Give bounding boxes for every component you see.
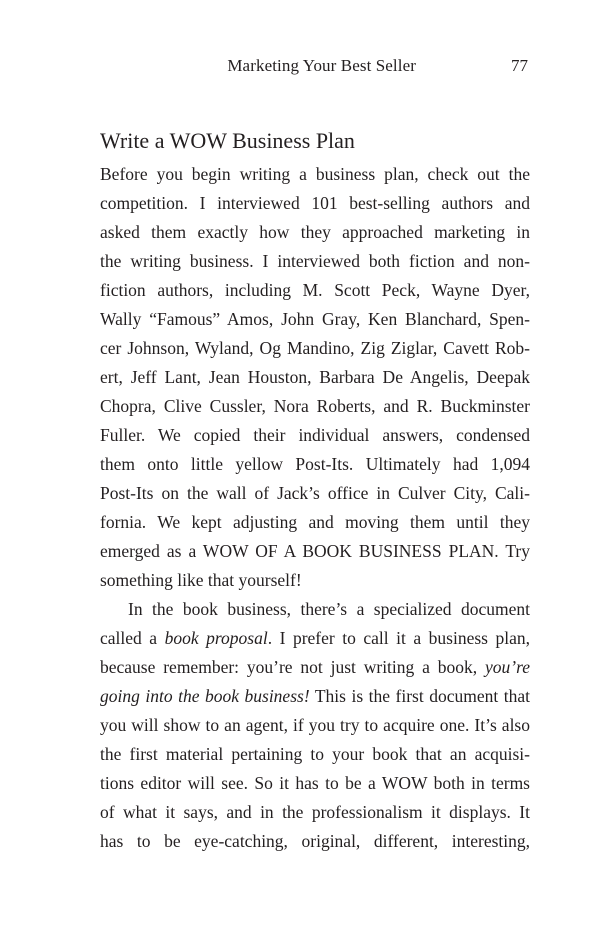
- section-heading: Write a WOW Business Plan: [100, 128, 355, 153]
- italic-emphasis: going into the book business!: [100, 686, 310, 706]
- text-line: fiction authors, including M. Scott Peck, Wayne Dyer,: [100, 280, 530, 300]
- text-line: Fuller. We copied their individual answers, condensed: [100, 425, 530, 445]
- text-line: competition. I interviewed 101 best-selling authors and: [100, 193, 530, 213]
- page-number: 77: [511, 56, 528, 75]
- text-line: you will show to an agent, if you try to acquire one. It’s also: [100, 715, 530, 735]
- text-line: the writing business. I interviewed both fiction and non-: [100, 251, 530, 271]
- text-line: asked them exactly how they approached marketing in: [100, 222, 530, 242]
- running-title: Marketing Your Best Seller: [227, 56, 416, 75]
- body-text: [100, 160, 530, 856]
- text-line: fornia. We kept adjusting and moving them until they: [100, 512, 530, 532]
- text-line: of what it says, and in the professionalism it displays. It: [100, 802, 530, 822]
- text-run: This is the first document that: [309, 686, 530, 706]
- text-line: [100, 624, 530, 653]
- text-line: [100, 653, 530, 682]
- text-line: Post-Its on the wall of Jack’s office in Culver City, Cali-: [100, 483, 530, 503]
- paragraph-2: [100, 595, 530, 856]
- text-line: [100, 682, 530, 711]
- text-line: Wally “Famous” Amos, John Gray, Ken Blanchard, Spen-: [100, 309, 530, 329]
- text-line: the first material pertaining to your book that an acquisi-: [100, 744, 530, 764]
- text-line: Chopra, Clive Cussler, Nora Roberts, and R. Buckminster: [100, 396, 530, 416]
- running-head: [100, 56, 528, 80]
- text-run: . I prefer to call it a business plan,: [267, 628, 530, 648]
- text-line: has to be eye-catching, original, different, interesting,: [100, 831, 530, 851]
- text-line: tions editor will see. So it has to be a WOW both in terms: [100, 773, 530, 793]
- text-line: cer Johnson, Wyland, Og Mandino, Zig Ziglar, Cavett Rob-: [100, 338, 530, 358]
- text-line: emerged as a WOW OF A BOOK BUSINESS PLAN. Try: [100, 541, 530, 561]
- text-line: In the book business, there’s a specialized document: [128, 599, 530, 619]
- text-line: ert, Jeff Lant, Jean Houston, Barbara De Angelis, Deepak: [100, 367, 530, 387]
- text-line: something like that yourself!: [100, 570, 302, 590]
- text-run: called a: [100, 628, 165, 648]
- italic-book-proposal: book proposal: [164, 628, 268, 648]
- text-run: because remember: you’re not just writing a book,: [100, 657, 485, 677]
- italic-emphasis: you’re: [484, 657, 530, 677]
- text-line: them onto little yellow Post-Its. Ultimately had 1,094: [100, 454, 530, 474]
- text-line: Before you begin writing a business plan, check out the: [100, 164, 530, 184]
- paragraph-1: [100, 160, 530, 595]
